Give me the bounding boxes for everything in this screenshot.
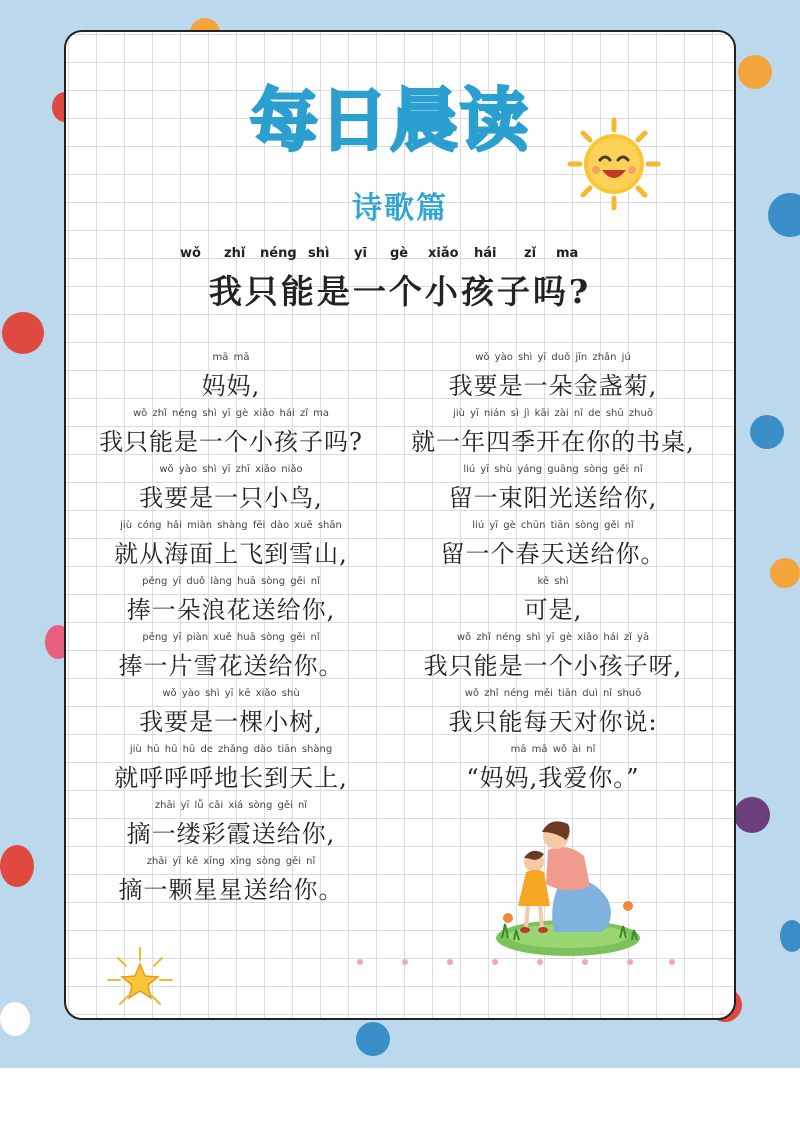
poem-line (66, 350, 396, 406)
line-text: 我要是一棵小树, (139, 708, 323, 736)
line-pinyin: wǒ zhǐ néng shì yī gè xiǎo hái zǐ ma (132, 408, 330, 419)
poem-line (388, 406, 718, 462)
decor-dot-row (350, 958, 680, 966)
line-text: 我只能是一个小孩子吗? (99, 428, 363, 456)
decor-dot (356, 1022, 390, 1056)
mother-hugging-child-illustration (492, 810, 642, 960)
poem-line (66, 406, 396, 462)
line-text: 摘一缕彩霞送给你, (126, 820, 336, 848)
line-text: 捧一片雪花送给你。 (118, 652, 344, 680)
line-pinyin: zhāi yī kē xīng xīng sòng gěi nǐ (146, 856, 316, 867)
decor-dot (0, 845, 34, 887)
poem-left-column (66, 350, 396, 910)
title-pinyin: yī (354, 246, 367, 261)
decor-dot (750, 415, 784, 449)
poem-line (66, 574, 396, 630)
poem-line (388, 350, 718, 406)
line-pinyin: jiù cóng hǎi miàn shàng fēi dào xuě shān (120, 520, 342, 531)
line-text: 留一束阳光送给你, (448, 484, 658, 512)
line-text: 可是, (523, 596, 583, 624)
line-pinyin: liú yī shù yáng guāng sòng gěi nǐ (463, 464, 643, 475)
line-text: 留一个春天送给你。 (440, 540, 666, 568)
decor-dot (0, 1002, 30, 1036)
decor-dot (780, 920, 800, 952)
line-pinyin: jiù hū hū hū de zhǎng dào tiān shàng (129, 744, 333, 755)
decor-dot (738, 55, 772, 89)
line-pinyin: wǒ yào shì yī zhī xiǎo niǎo (159, 464, 303, 475)
title-pinyin: wǒ (180, 246, 201, 261)
decor-dot (768, 193, 800, 237)
line-pinyin: mā mā wǒ ài nǐ (510, 744, 596, 755)
line-text: 我只能每天对你说: (448, 708, 658, 736)
title-pinyin: hái (474, 246, 497, 261)
decor-dot (734, 797, 770, 833)
line-pinyin: pěng yī duǒ làng huā sòng gěi nǐ (142, 576, 320, 587)
poem-line (66, 462, 396, 518)
poem-line (66, 798, 396, 854)
poem-line (66, 686, 396, 742)
line-pinyin: wǒ zhǐ néng shì yī gè xiǎo hái zǐ yā (456, 632, 650, 643)
line-pinyin: pěng yī piàn xuě huā sòng gěi nǐ (142, 632, 320, 643)
poem-line (66, 518, 396, 574)
poem-line (66, 742, 396, 798)
line-pinyin: kě shì (537, 576, 569, 587)
title-text: 我只能是一个小孩子吗? (208, 272, 592, 311)
page-title: 每日晨读 (249, 82, 530, 161)
line-pinyin: zhāi yī lǚ cǎi xiá sòng gěi nǐ (154, 800, 308, 811)
poem-line (388, 742, 718, 798)
sun-icon (566, 116, 662, 212)
title-pinyin: xiǎo (428, 246, 459, 261)
poem-line (388, 574, 718, 630)
poem-line (66, 630, 396, 686)
poem-line (388, 518, 718, 574)
line-text: 我要是一朵金盏菊, (448, 372, 658, 400)
line-pinyin: liú yī gè chūn tiān sòng gěi nǐ (472, 520, 634, 531)
title-pinyin: zǐ (524, 246, 537, 261)
title-pinyin: shì (308, 246, 330, 261)
title-pinyin: gè (390, 246, 409, 261)
line-pinyin: jiù yī nián sì jì kāi zài nǐ de shū zhuō (453, 408, 653, 419)
poem-line (66, 854, 396, 910)
title-pinyin: néng (260, 246, 297, 261)
line-text: 妈妈, (201, 372, 261, 400)
line-text: 摘一颗星星送给你。 (118, 876, 344, 904)
page-subtitle: 诗歌篇 (352, 191, 448, 226)
line-text: 我只能是一个小孩子呀, (423, 652, 683, 680)
poem-line (388, 630, 718, 686)
line-pinyin: wǒ yào shì yī kē xiǎo shù (162, 688, 300, 699)
line-text: 捧一朵浪花送给你, (126, 596, 336, 624)
line-pinyin: wǒ yào shì yī duǒ jīn zhǎn jú (475, 352, 631, 363)
line-text: 就一年四季开在你的书桌, (411, 428, 695, 456)
sparkle-star-icon (98, 944, 182, 1020)
poem-right-column (388, 350, 718, 798)
line-text: 就呼呼呼地长到天上, (114, 764, 348, 792)
decor-dot (770, 558, 800, 588)
poem-line (388, 686, 718, 742)
decor-dot (2, 312, 44, 354)
line-pinyin: wǒ zhǐ néng měi tiān duì nǐ shuō (464, 688, 642, 699)
title-pinyin: zhǐ (224, 246, 246, 261)
poem-line (388, 462, 718, 518)
line-text: “妈妈,我爱你。” (466, 764, 640, 792)
line-text: 就从海面上飞到雪山, (114, 540, 348, 568)
title-pinyin: ma (556, 246, 579, 261)
line-pinyin: mā mā (212, 352, 250, 363)
line-text: 我要是一只小鸟, (139, 484, 323, 512)
